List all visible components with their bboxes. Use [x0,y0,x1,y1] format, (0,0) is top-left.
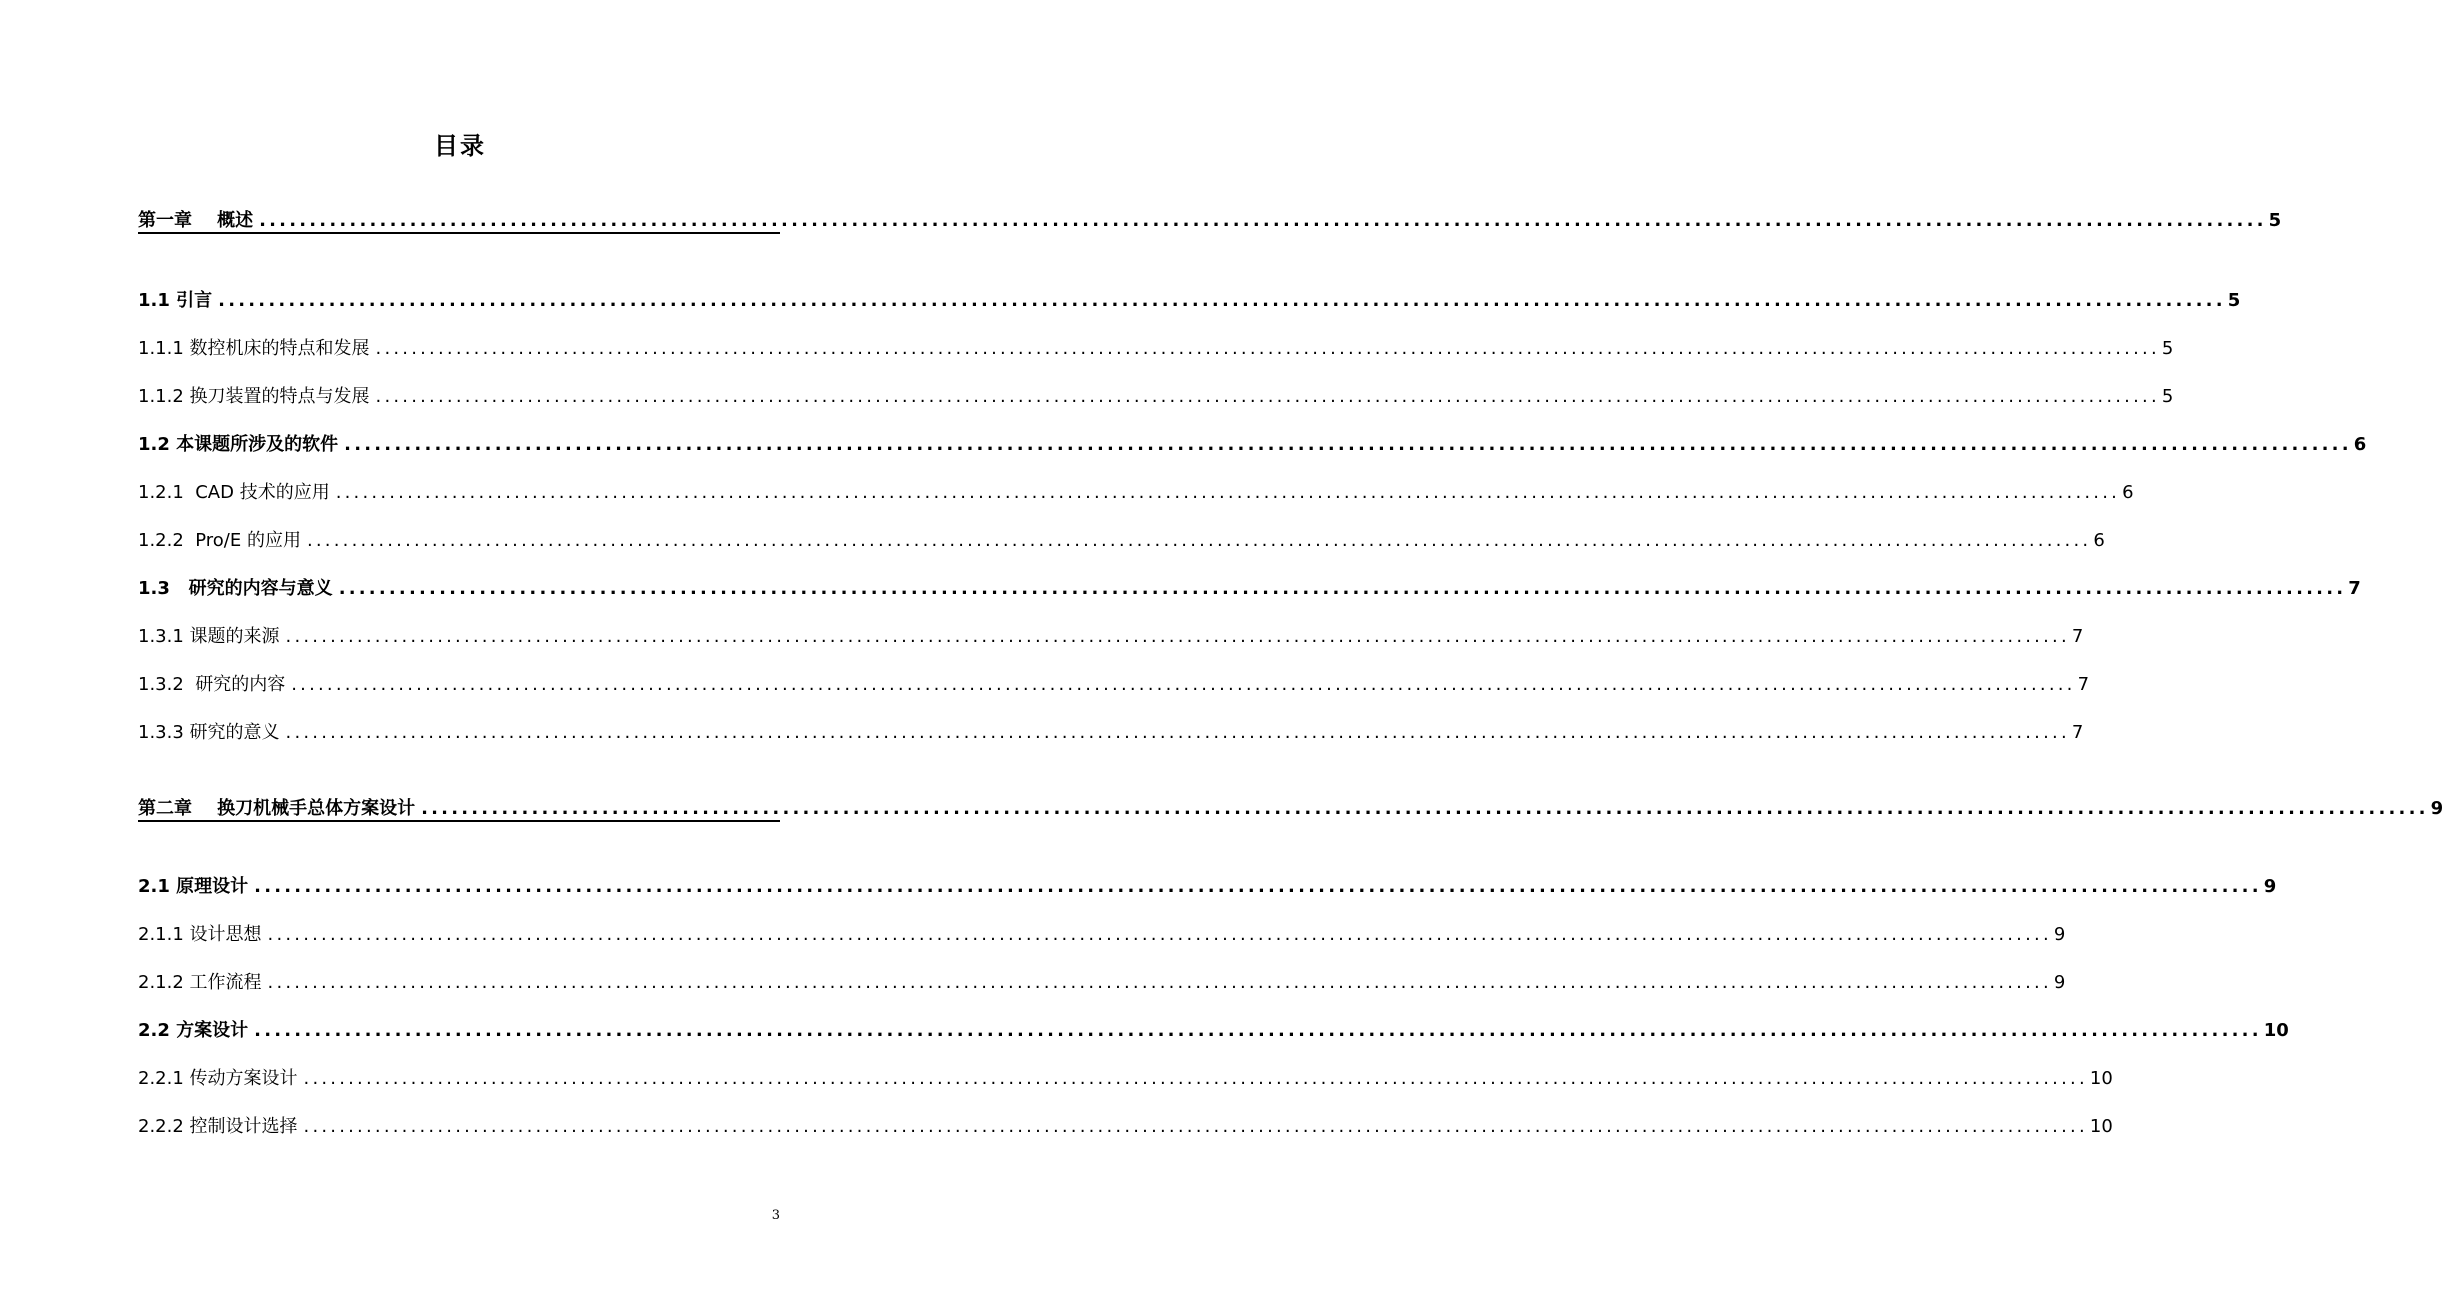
toc-entry-label: 1.1.1 数控机床的特点和发展 [138,338,370,359]
page-title: 目录 [434,132,486,160]
toc-entry-label: 1.1.2 换刀装置的特点与发展 [138,386,370,407]
toc-entry-page: 6 [2353,434,2367,455]
toc-entry[interactable] [138,206,2282,234]
toc-entry[interactable] [138,380,2174,408]
toc-leader-dots: ........................................................................................................................................................................................................ [303,1116,2088,1137]
toc-entry[interactable] [138,668,2090,696]
toc-entry[interactable] [138,332,2174,360]
page-number: 3 [771,1208,780,1223]
toc-entry[interactable] [138,1110,2113,1138]
toc-entry-label: 1.3.2 研究的内容 [138,674,286,695]
toc-entry-page: 10 [2089,1116,2113,1137]
toc-leader-dots: ........................................................................................................................................................................................................ [254,876,2262,897]
toc-entry-label: 1.2.1 CAD 技术的应用 [138,482,330,503]
toc-entry-page: 6 [2122,482,2134,503]
toc-entry[interactable] [138,284,2241,312]
toc-entry-page: 5 [2161,338,2174,359]
toc-leader-dots: ........................................................................................................................................................................................................ [303,1068,2088,1089]
toc-entry-page: 9 [2263,876,2277,897]
toc-leader-dots: ........................................................................................................................................................................................................ [285,722,2070,743]
toc-entry-page: 5 [2227,290,2241,311]
toc-entry-label: 2.2 方案设计 [138,1020,249,1041]
toc-entry-label: 第二章 换刀机械手总体方案设计 [138,798,416,819]
toc-entry-page: 7 [2071,722,2084,743]
toc-leader-dots: ........................................................................................................................................................................................................ [285,626,2070,647]
toc-leader-dots: ........................................................................................................................................................................................................ [338,578,2347,599]
toc-entry-label: 1.2.2 Pro/E 的应用 [138,530,301,551]
toc-entry[interactable] [138,870,2277,898]
toc-entry[interactable] [138,620,2084,648]
toc-leader-dots: ........................................................................................................................................................................................................ [267,972,2052,993]
toc-entry-label: 2.2.1 传动方案设计 [138,1068,298,1089]
toc-leader-dots: ........................................................................................................................................................................................................ [421,798,2429,819]
toc-entry[interactable] [138,794,2443,822]
toc-leader-dots: ........................................................................................................................................................................................................ [375,338,2160,359]
toc-entry-label: 1.3 研究的内容与意义 [138,578,333,599]
toc-entry[interactable] [138,966,2066,994]
toc-leader-dots: ........................................................................................................................................................................................................ [291,674,2076,695]
toc-entry-label: 1.2 本课题所涉及的软件 [138,434,339,455]
toc-leader-dots: ........................................................................................................................................................................................................ [306,530,2092,551]
toc-leader-dots: ........................................................................................................................................................................................................ [267,924,2052,945]
toc-entry[interactable] [138,716,2084,744]
toc-entry-label: 2.2.2 控制设计选择 [138,1116,298,1137]
toc-entry-label: 1.3.1 课题的来源 [138,626,280,647]
toc-entry-page: 10 [2263,1020,2289,1041]
toc-entry-page: 9 [2053,924,2066,945]
toc-entry-page: 7 [2071,626,2084,647]
toc-entry-page: 6 [2093,530,2105,551]
toc-leader-dots: ........................................................................................................................................................................................................ [344,434,2352,455]
toc-entry[interactable] [138,476,2134,504]
toc-entry-page: 5 [2161,386,2174,407]
toc-leader-dots: ........................................................................................................................................................................................................ [375,386,2160,407]
toc-entry-label: 第一章 概述 [138,210,254,231]
toc-entry[interactable] [138,918,2066,946]
toc-entry-page: 7 [2077,674,2090,695]
toc-entry-page: 10 [2089,1068,2113,1089]
toc-entry-page: 9 [2430,798,2443,819]
toc-leader-dots: ........................................................................................................................................................................................................ [254,1020,2262,1041]
toc-leader-dots: ........................................................................................................................................................................................................ [335,482,2121,503]
toc-leader-dots: ........................................................................................................................................................................................................ [259,210,2267,231]
toc-entry-page: 7 [2348,578,2361,599]
toc-entry[interactable] [138,1014,2289,1042]
toc-leader-dots: ........................................................................................................................................................................................................ [218,290,2226,311]
toc-entry-label: 1.3.3 研究的意义 [138,722,280,743]
toc-entry[interactable] [138,428,2367,456]
toc-entry[interactable] [138,1062,2113,1090]
toc-entry-label: 1.1 引言 [138,290,213,311]
toc-entry-page: 9 [2053,972,2066,993]
toc-entry-label: 2.1 原理设计 [138,876,249,897]
toc-entry[interactable] [138,524,2105,552]
toc-entry[interactable] [138,572,2361,600]
toc-entry-label: 2.1.2 工作流程 [138,972,262,993]
toc-entry-label: 2.1.1 设计思想 [138,924,262,945]
toc-entry-page: 5 [2268,210,2282,231]
